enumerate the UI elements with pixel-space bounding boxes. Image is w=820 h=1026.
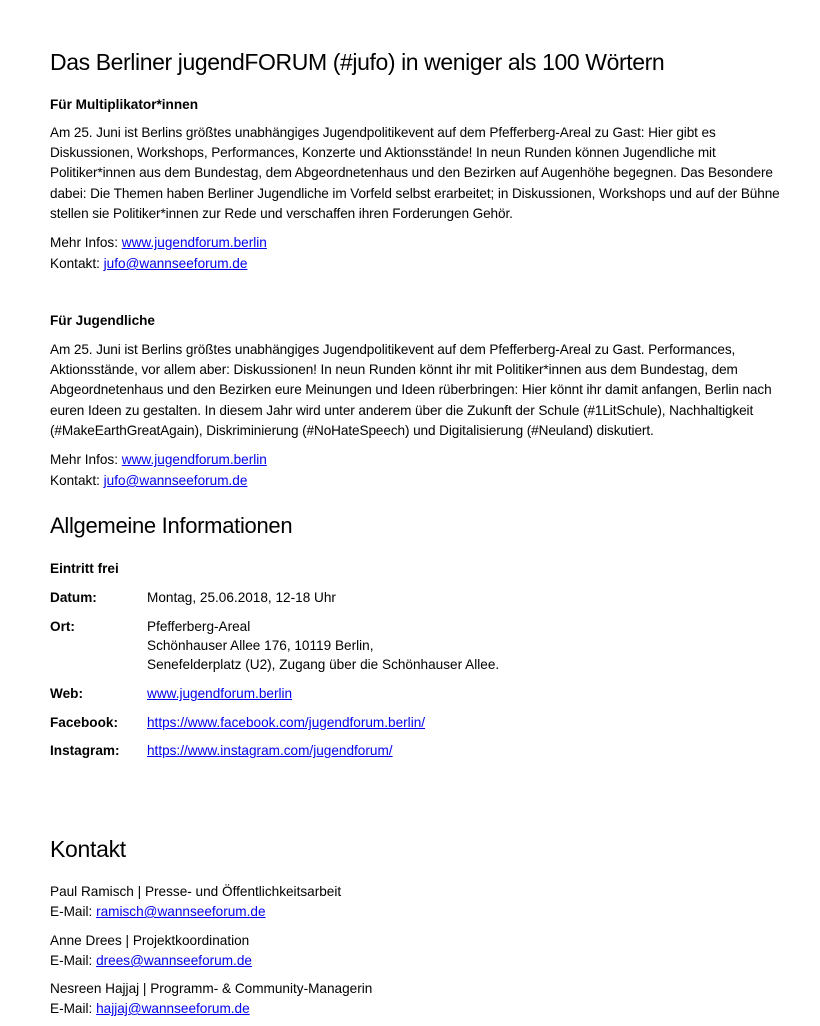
- date-label: Datum:: [50, 590, 97, 605]
- paragraph-jugendliche: Am 25. Juni ist Berlins größtes unabhängiges Jugendpolitikevent auf dem Pfefferberg-Areal zu Gast. Performances, Aktionsstände, vor allem aber: Diskussionen! In neun Runden könnt ihr mit Politiker*innen aus dem Bundestag, dem Abgeordnetenhaus und den Bezirken eure Meinungen und Ideen rüberbringen: Hier könnt ihr damit anfangen, Berlin nach euren Ideen zu gestalten. In diesem Jahr wird unter anderem über die Zukunft der Schule (#1LitSchule), Nachhaltigkeit (#MakeEarthGreatAgain), Diskriminierung (#NoHateSpeech) und Digitalisierung (#Neuland) diskutiert.: [50, 342, 772, 438]
- instagram-link[interactable]: https://www.instagram.com/jugendforum/: [147, 743, 393, 758]
- contact-email-link[interactable]: jufo@wannseeforum.de: [103, 256, 248, 271]
- email-label: E-Mail:: [50, 904, 97, 919]
- location-line: Senefelderplatz (U2), Zugang über die Schönhauser Allee.: [147, 657, 500, 672]
- section-heading-multiplikator: Für Multiplikator*innen: [50, 97, 199, 112]
- contact-line: [50, 471, 247, 491]
- section-heading-jugendliche: Für Jugendliche: [50, 313, 155, 328]
- paragraph-multiplikator: Am 25. Juni ist Berlins größtes unabhängiges Jugendpolitikevent auf dem Pfefferberg-Areal zu Gast: Hier gibt es Diskussionen, Workshops, Performances, Konzerte und Aktionsstände! In neun Runden können Jugendliche mit Politiker*innen aus dem Bundestag, dem Abgeordnetenhaus und den Bezirken auf Augenhöhe begegnen. Das Besondere dabei: Die Themen haben Berliner Jugendliche im Vorfeld selbst erarbeitet; in Diskussionen, Workshops und auf der Bühne stellen sie Politiker*innen zur Rede und verschaffen ihren Forderungen Gehör.: [50, 125, 780, 221]
- contact-email-link[interactable]: jufo@wannseeforum.de: [103, 473, 248, 488]
- admission-note: Eintritt frei: [50, 561, 119, 576]
- more-info-line: [50, 233, 267, 253]
- more-info-label: Mehr Infos:: [50, 235, 122, 250]
- contact-label: Kontakt:: [50, 256, 104, 271]
- instagram-label: Instagram:: [50, 743, 120, 758]
- contact-line: [50, 254, 247, 274]
- contact-person-email-line: [50, 902, 266, 922]
- location-label: Ort:: [50, 619, 75, 634]
- more-info-link[interactable]: www.jugendforum.berlin: [121, 452, 267, 467]
- more-info-label: Mehr Infos:: [50, 452, 122, 467]
- location-line: Pfefferberg-Areal: [147, 619, 251, 634]
- section-heading-kontakt: Kontakt: [50, 836, 126, 862]
- contact-person-email-link[interactable]: drees@wannseeforum.de: [96, 953, 252, 968]
- contact-person-email-link[interactable]: hajjaj@wannseeforum.de: [96, 1001, 250, 1016]
- web-link[interactable]: www.jugendforum.berlin: [147, 686, 293, 701]
- section-heading-allgemein: Allgemeine Informationen: [50, 513, 293, 538]
- page-title: Das Berliner jugendFORUM (#jufo) in weniger als 100 Wörtern: [50, 49, 665, 75]
- more-info-line: [50, 450, 267, 470]
- date-value: Montag, 25.06.2018, 12-18 Uhr: [147, 590, 336, 605]
- contact-person-name: Anne Drees | Projektkoordination: [50, 933, 250, 948]
- facebook-link[interactable]: https://www.facebook.com/jugendforum.berlin/: [147, 715, 426, 730]
- more-info-link[interactable]: www.jugendforum.berlin: [121, 235, 267, 250]
- contact-person-name: Nesreen Hajjaj | Programm- & Community-Managerin: [50, 981, 373, 996]
- contact-person-email-line: [50, 951, 252, 971]
- email-label: E-Mail:: [50, 1001, 97, 1016]
- contact-person-email-link[interactable]: ramisch@wannseeforum.de: [96, 904, 266, 919]
- facebook-label: Facebook:: [50, 715, 118, 730]
- contact-label: Kontakt:: [50, 473, 104, 488]
- contact-person-name: Paul Ramisch | Presse- und Öffentlichkeitsarbeit: [50, 884, 342, 899]
- contact-person-email-line: [50, 999, 250, 1019]
- location-line: Schönhauser Allee 176, 10119 Berlin,: [147, 638, 374, 653]
- web-label: Web:: [50, 686, 83, 701]
- email-label: E-Mail:: [50, 953, 97, 968]
